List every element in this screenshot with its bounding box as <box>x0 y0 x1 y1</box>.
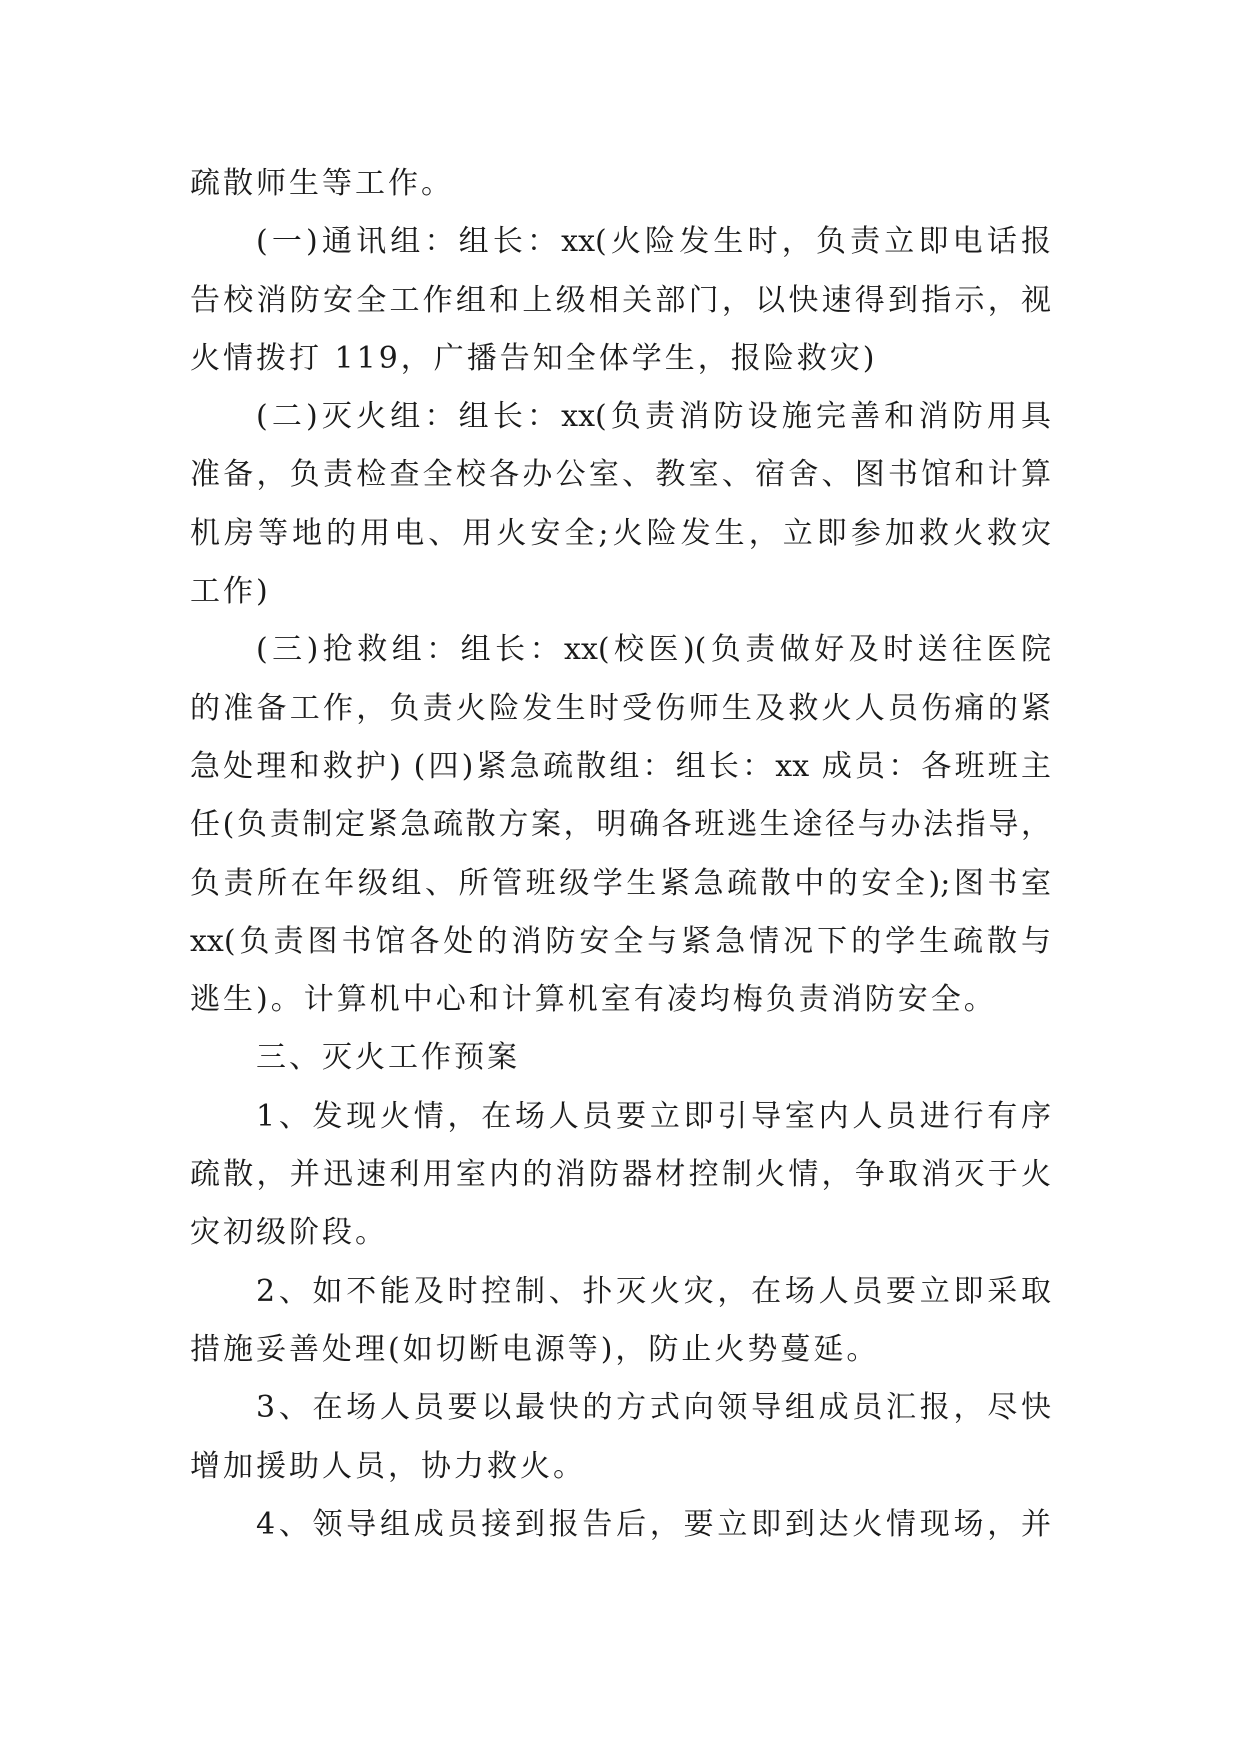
paragraph-communication-group <box>190 213 1051 388</box>
paragraph-step-1 <box>190 1088 1051 1263</box>
paragraph-step-3 <box>190 1379 1051 1496</box>
paragraph-line: xx(负责图书馆各处的消防安全与紧急情况下的学生疏散与 <box>190 923 1051 959</box>
paragraph-line: 任(负责制定紧急疏散方案，明确各班逃生途径与办法指导， <box>190 807 1051 843</box>
paragraph-line: 火情拨打 119，广播告知全体学生，报险救灾) <box>190 340 878 376</box>
paragraph-line: 工作) <box>190 574 271 610</box>
paragraph-rescue-group <box>190 621 1051 1029</box>
paragraph-continuation <box>190 155 1051 213</box>
paragraph-line: 机房等地的用电、用火安全;火险发生，立即参加救火救灾 <box>190 515 1051 551</box>
paragraph-line: 3、在场人员要以最快的方式向领导组成员汇报，尽快 <box>256 1390 1051 1426</box>
paragraph-line: 灾初级阶段。 <box>190 1215 388 1251</box>
paragraph-line: (一)通讯组：组长：xx(火险发生时，负责立即电话报 <box>256 224 1051 260</box>
paragraph-line: 负责所在年级组、所管班级学生紧急疏散中的安全);图书室 <box>190 865 1051 901</box>
paragraph-line: (三)抢救组：组长：xx(校医)(负责做好及时送往医院 <box>256 632 1051 668</box>
section-heading <box>190 1029 1051 1087</box>
paragraph-line: (二)灭火组：组长：xx(负责消防设施完善和消防用具 <box>256 399 1051 435</box>
paragraph-line: 措施妥善处理(如切断电源等)，防止火势蔓延。 <box>190 1331 880 1367</box>
paragraph-line: 2、如不能及时控制、扑灭火灾，在场人员要立即采取 <box>256 1273 1051 1309</box>
paragraph-line: 1、发现火情，在场人员要立即引导室内人员进行有序 <box>256 1098 1051 1134</box>
paragraph-line: 增加援助人员，协力救火。 <box>190 1448 586 1484</box>
paragraph-step-4 <box>190 1496 1051 1554</box>
paragraph-line: 疏散，并迅速利用室内的消防器材控制火情，争取消灭于火 <box>190 1157 1051 1193</box>
paragraph-line: 4、领导组成员接到报告后，要立即到达火情现场，并 <box>256 1506 1051 1542</box>
paragraph-step-2 <box>190 1263 1051 1380</box>
document-body <box>190 155 1051 1554</box>
paragraph-line: 准备，负责检查全校各办公室、教室、宿舍、图书馆和计算 <box>190 457 1051 493</box>
paragraph-line: 告校消防安全工作组和上级相关部门，以快速得到指示，视 <box>190 282 1051 318</box>
paragraph-line: 疏散师生等工作。 <box>190 166 454 201</box>
paragraph-line: 急处理和救护) (四)紧急疏散组：组长：xx 成员：各班班主 <box>190 748 1051 784</box>
paragraph-line: 逃生)。计算机中心和计算机室有凌均梅负责消防安全。 <box>190 982 997 1018</box>
section-heading-text: 三、灭火工作预案 <box>256 1040 520 1076</box>
paragraph-firefighting-group <box>190 388 1051 621</box>
paragraph-line: 的准备工作，负责火险发生时受伤师生及救火人员伤痛的紧 <box>190 690 1051 726</box>
